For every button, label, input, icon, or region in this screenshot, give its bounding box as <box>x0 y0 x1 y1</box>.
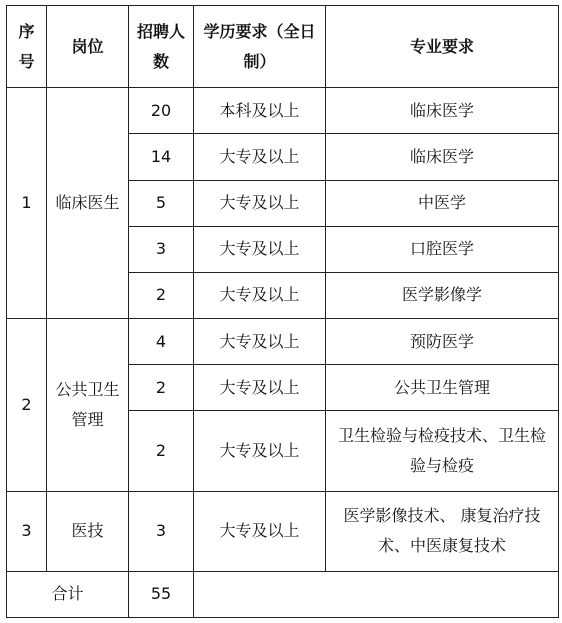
row-major: 临床医学 <box>326 134 559 180</box>
row-edu: 大专及以上 <box>194 318 326 364</box>
group-seq: 3 <box>7 491 47 571</box>
row-major: 医学影像学 <box>326 272 559 318</box>
group-post: 医技 <box>47 491 129 571</box>
group-seq: 2 <box>7 318 47 491</box>
row-edu: 大专及以上 <box>194 226 326 272</box>
row-edu: 大专及以上 <box>194 411 326 491</box>
header-row <box>7 6 559 88</box>
total-empty <box>194 571 559 617</box>
row-count: 3 <box>129 226 194 272</box>
group-post: 公共卫生管理 <box>47 318 129 491</box>
table-row <box>7 88 559 134</box>
total-label: 合计 <box>7 571 129 617</box>
header-post: 岗位 <box>47 6 129 88</box>
row-edu: 本科及以上 <box>194 88 326 134</box>
row-edu: 大专及以上 <box>194 180 326 226</box>
row-count: 2 <box>129 411 194 491</box>
row-major: 预防医学 <box>326 318 559 364</box>
row-edu: 大专及以上 <box>194 365 326 411</box>
row-major: 医学影像技术、 康复治疗技术、中医康复技术 <box>326 491 559 571</box>
row-major: 卫生检验与检疫技术、卫生检验与检疫 <box>326 411 559 491</box>
row-major: 公共卫生管理 <box>326 365 559 411</box>
row-major: 口腔医学 <box>326 226 559 272</box>
row-count: 3 <box>129 491 194 571</box>
group-post: 临床医生 <box>47 88 129 319</box>
table-row <box>7 318 559 364</box>
header-major: 专业要求 <box>326 6 559 88</box>
row-edu: 大专及以上 <box>194 491 326 571</box>
header-edu: 学历要求（全日制） <box>194 6 326 88</box>
row-count: 2 <box>129 272 194 318</box>
table-row <box>7 491 559 571</box>
row-count: 20 <box>129 88 194 134</box>
row-edu: 大专及以上 <box>194 134 326 180</box>
total-row <box>7 571 559 617</box>
header-count: 招聘人数 <box>129 6 194 88</box>
row-count: 4 <box>129 318 194 364</box>
row-count: 5 <box>129 180 194 226</box>
group-seq: 1 <box>7 88 47 319</box>
recruitment-table <box>6 5 559 618</box>
row-count: 2 <box>129 365 194 411</box>
row-major: 中医学 <box>326 180 559 226</box>
row-count: 14 <box>129 134 194 180</box>
total-count: 55 <box>129 571 194 617</box>
header-seq: 序号 <box>7 6 47 88</box>
row-major: 临床医学 <box>326 88 559 134</box>
row-edu: 大专及以上 <box>194 272 326 318</box>
